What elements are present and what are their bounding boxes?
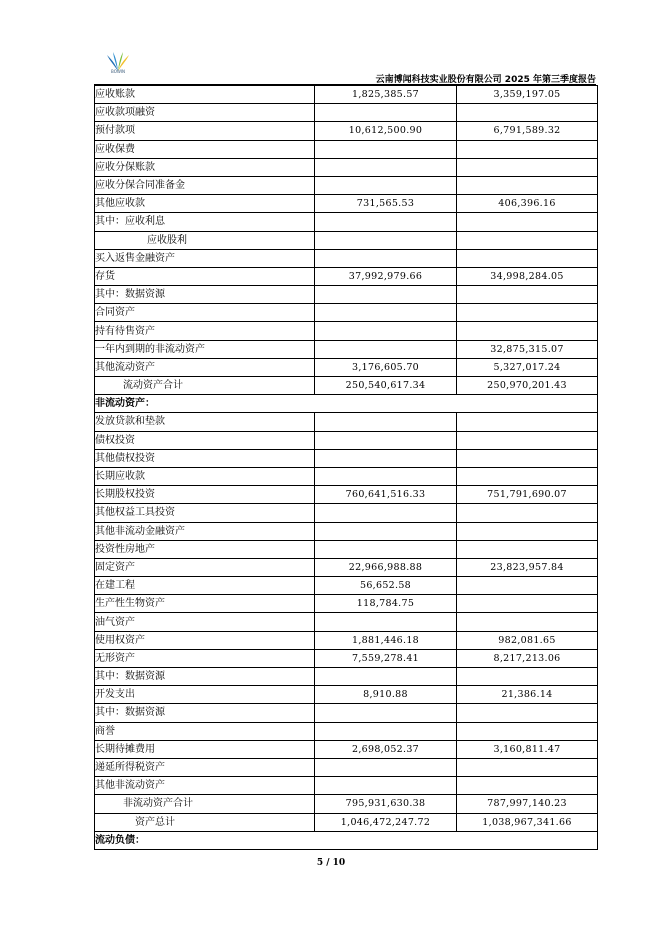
current-period-value (315, 213, 457, 231)
row-label: 应收账款 (95, 86, 315, 104)
current-period-value: 795,931,630.38 (315, 795, 457, 813)
row-label: 开发支出 (95, 686, 315, 704)
current-period-value (315, 431, 457, 449)
prior-period-value (457, 758, 598, 776)
prior-period-value (457, 413, 598, 431)
balance-sheet-table (94, 85, 598, 850)
table-row (95, 322, 598, 340)
table-row (95, 449, 598, 467)
prior-period-value (457, 140, 598, 158)
current-period-value: 1,881,446.18 (315, 631, 457, 649)
prior-period-value (457, 704, 598, 722)
row-label: 使用权资产 (95, 631, 315, 649)
row-label: 其中：应收利息 (95, 213, 315, 231)
table-row (95, 213, 598, 231)
current-period-value (315, 758, 457, 776)
current-period-value: 37,992,979.66 (315, 267, 457, 285)
page-number: 5 / 10 (316, 858, 346, 868)
row-label: 油气资产 (95, 613, 315, 631)
current-period-value (315, 322, 457, 340)
row-label: 生产性生物资产 (95, 595, 315, 613)
row-label: 资产总计 (95, 813, 315, 831)
prior-period-value (457, 467, 598, 485)
current-period-value: 118,784.75 (315, 595, 457, 613)
prior-period-value (457, 286, 598, 304)
current-period-value (315, 304, 457, 322)
prior-period-value: 21,386.14 (457, 686, 598, 704)
prior-period-value (457, 668, 598, 686)
row-label: 递延所得税资产 (95, 758, 315, 776)
current-period-value: 22,966,988.88 (315, 558, 457, 576)
current-period-value (315, 613, 457, 631)
row-label: 买入返售金融资产 (95, 249, 315, 267)
table-row (95, 304, 598, 322)
table-row (95, 176, 598, 194)
prior-period-value: 8,217,213.06 (457, 649, 598, 667)
current-period-value: 731,565.53 (315, 195, 457, 213)
current-period-value (315, 176, 457, 194)
table-row (95, 522, 598, 540)
current-period-value (315, 231, 457, 249)
row-label: 其他应收款 (95, 195, 315, 213)
row-label: 应收分保合同准备金 (95, 176, 315, 194)
row-label: 其中：数据资源 (95, 286, 315, 304)
current-period-value (315, 286, 457, 304)
current-period-value (315, 158, 457, 176)
row-label: 其他流动资产 (95, 358, 315, 376)
table-row (95, 613, 598, 631)
table-row (95, 358, 598, 376)
section-heading: 流动负债： (95, 831, 598, 849)
table-row (95, 795, 598, 813)
row-label: 发放贷款和垫款 (95, 413, 315, 431)
prior-period-value: 3,359,197.05 (457, 86, 598, 104)
logo-text: BOWIN (111, 69, 125, 74)
current-period-value (315, 449, 457, 467)
row-label: 固定资产 (95, 558, 315, 576)
row-label: 应收分保账款 (95, 158, 315, 176)
prior-period-value: 6,791,589.32 (457, 122, 598, 140)
table-row (95, 286, 598, 304)
table-row (95, 668, 598, 686)
current-period-value (315, 668, 457, 686)
table-row (95, 140, 598, 158)
row-label: 其他权益工具投资 (95, 504, 315, 522)
row-label: 其他债权投资 (95, 449, 315, 467)
row-label: 一年内到期的非流动资产 (95, 340, 315, 358)
table-row (95, 267, 598, 285)
prior-period-value: 787,997,140.23 (457, 795, 598, 813)
row-label: 债权投资 (95, 431, 315, 449)
row-label: 长期待摊费用 (95, 740, 315, 758)
section-heading: 非流动资产： (95, 395, 598, 413)
current-period-value (315, 249, 457, 267)
table-row (95, 395, 598, 413)
table-row (95, 831, 598, 849)
table-row (95, 595, 598, 613)
table-row (95, 558, 598, 576)
table-row (95, 758, 598, 776)
current-period-value: 7,559,278.41 (315, 649, 457, 667)
row-label: 流动资产合计 (95, 377, 315, 395)
table-row (95, 722, 598, 740)
prior-period-value (457, 449, 598, 467)
prior-period-value: 3,160,811.47 (457, 740, 598, 758)
table-row (95, 686, 598, 704)
current-period-value (315, 413, 457, 431)
prior-period-value (457, 249, 598, 267)
row-label: 在建工程 (95, 577, 315, 595)
table-row (95, 231, 598, 249)
prior-period-value (457, 577, 598, 595)
row-label: 应收保费 (95, 140, 315, 158)
prior-period-value: 34,998,284.05 (457, 267, 598, 285)
prior-period-value: 23,823,957.84 (457, 558, 598, 576)
current-period-value (315, 340, 457, 358)
table-row (95, 249, 598, 267)
current-period-value (315, 522, 457, 540)
row-label: 长期股权投资 (95, 486, 315, 504)
row-label: 持有待售资产 (95, 322, 315, 340)
table-row (95, 631, 598, 649)
table-row (95, 104, 598, 122)
prior-period-value: 406,396.16 (457, 195, 598, 213)
prior-period-value: 1,038,967,341.66 (457, 813, 598, 831)
prior-period-value (457, 213, 598, 231)
row-label: 存货 (95, 267, 315, 285)
prior-period-value (457, 722, 598, 740)
prior-period-value: 751,791,690.07 (457, 486, 598, 504)
prior-period-value (457, 304, 598, 322)
current-period-value (315, 704, 457, 722)
row-label: 其中：数据资源 (95, 668, 315, 686)
prior-period-value (457, 431, 598, 449)
table-row (95, 577, 598, 595)
row-label: 商誉 (95, 722, 315, 740)
table-row (95, 777, 598, 795)
prior-period-value: 982,081.65 (457, 631, 598, 649)
prior-period-value (457, 777, 598, 795)
table-row (95, 86, 598, 104)
row-label: 非流动资产合计 (95, 795, 315, 813)
row-label: 无形资产 (95, 649, 315, 667)
table-row (95, 486, 598, 504)
prior-period-value (457, 504, 598, 522)
prior-period-value: 32,875,315.07 (457, 340, 598, 358)
row-label: 投资性房地产 (95, 540, 315, 558)
table-row (95, 195, 598, 213)
prior-period-value: 250,970,201.43 (457, 377, 598, 395)
current-period-value (315, 504, 457, 522)
row-label: 应收款项融资 (95, 104, 315, 122)
current-period-value: 56,652.58 (315, 577, 457, 595)
row-label: 其中：数据资源 (95, 704, 315, 722)
prior-period-value (457, 104, 598, 122)
row-label: 长期应收款 (95, 467, 315, 485)
prior-period-value: 5,327,017.24 (457, 358, 598, 376)
table-row (95, 158, 598, 176)
current-period-value: 2,698,052.37 (315, 740, 457, 758)
prior-period-value (457, 231, 598, 249)
table-row (95, 467, 598, 485)
prior-period-value (457, 158, 598, 176)
row-label: 其他非流动金融资产 (95, 522, 315, 540)
row-label: 应收股利 (95, 231, 315, 249)
prior-period-value (457, 613, 598, 631)
current-period-value (315, 140, 457, 158)
table-row (95, 377, 598, 395)
table-row (95, 649, 598, 667)
current-period-value: 760,641,516.33 (315, 486, 457, 504)
table-row (95, 413, 598, 431)
current-period-value: 8,910.88 (315, 686, 457, 704)
table-row (95, 340, 598, 358)
current-period-value (315, 104, 457, 122)
table-row (95, 704, 598, 722)
current-period-value (315, 777, 457, 795)
current-period-value: 1,046,472,247.72 (315, 813, 457, 831)
current-period-value (315, 722, 457, 740)
current-period-value: 1,825,385.57 (315, 86, 457, 104)
table-row (95, 813, 598, 831)
current-period-value: 3,176,605.70 (315, 358, 457, 376)
row-label: 其他非流动资产 (95, 777, 315, 795)
table-row (95, 122, 598, 140)
prior-period-value (457, 176, 598, 194)
prior-period-value (457, 322, 598, 340)
prior-period-value (457, 522, 598, 540)
row-label: 预付款项 (95, 122, 315, 140)
current-period-value (315, 467, 457, 485)
prior-period-value (457, 540, 598, 558)
table-row (95, 540, 598, 558)
table-row (95, 431, 598, 449)
current-period-value: 10,612,500.90 (315, 122, 457, 140)
prior-period-value (457, 595, 598, 613)
table-row (95, 740, 598, 758)
report-header-title: 云南博闻科技实业股份有限公司 2025 年第三季度报告 (375, 75, 596, 85)
row-label: 合同资产 (95, 304, 315, 322)
table-row (95, 504, 598, 522)
current-period-value (315, 540, 457, 558)
current-period-value: 250,540,617.34 (315, 377, 457, 395)
